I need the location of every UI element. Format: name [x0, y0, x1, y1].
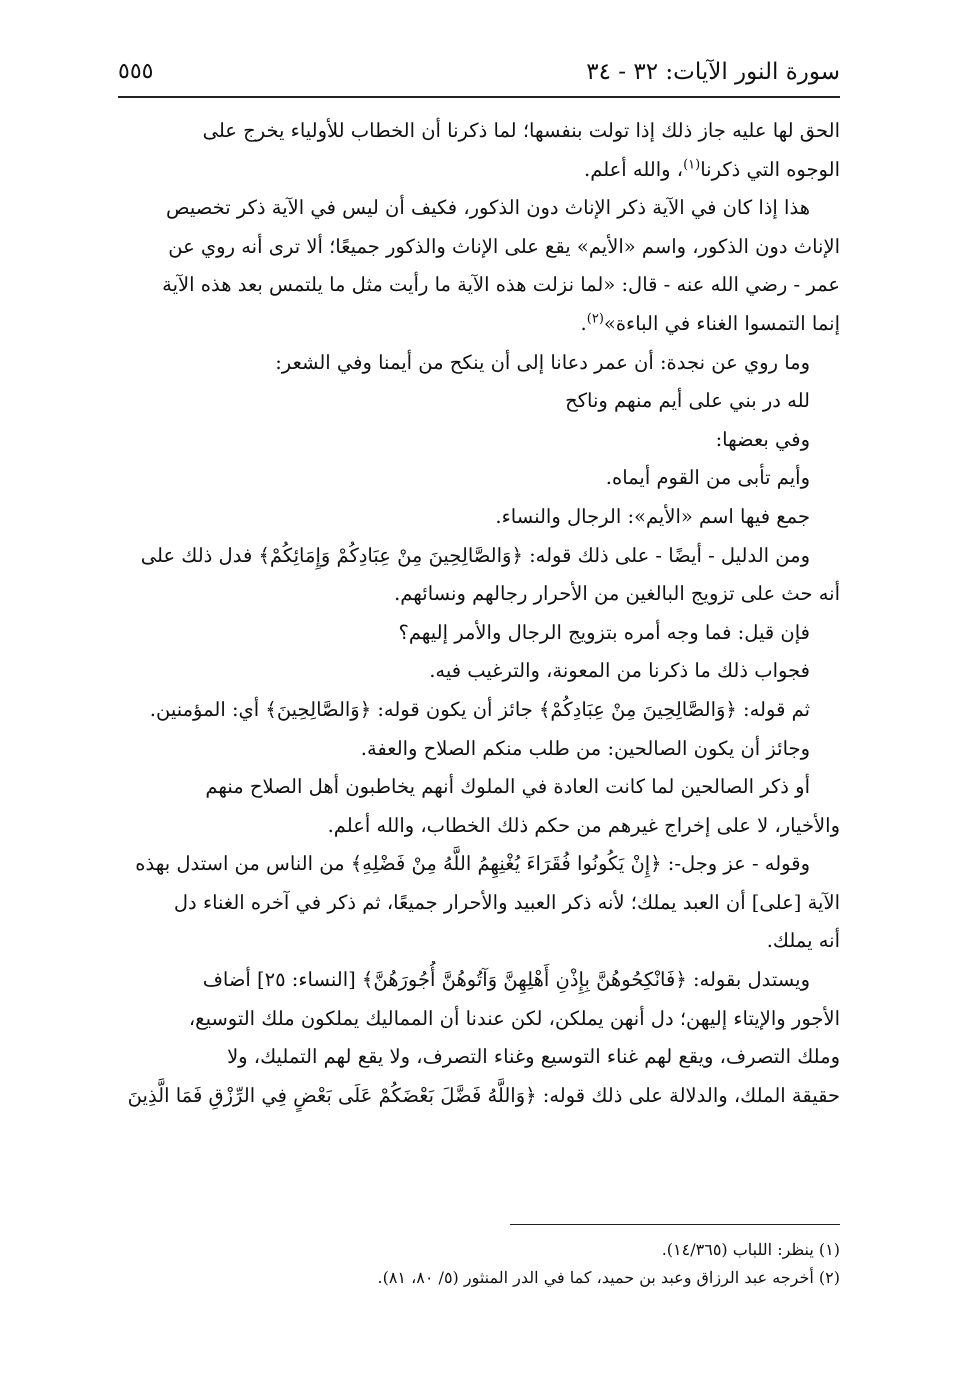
- footnote: (٢) أخرجه عبد الرزاق وعبد بن حميد، كما في الدر المنثور (٥/ ٨٠، ٨١).: [377, 1268, 840, 1287]
- text-line: [118, 151, 840, 190]
- header-rule: [118, 96, 840, 98]
- text-line: جمع فيها اسم «الأيم»: الرجال والنساء.: [495, 504, 810, 528]
- text-line: أنه حث على تزويج البالغين من الأحرار رجالهم ونسائهم.: [394, 582, 840, 606]
- text-line: فجواب ذلك ما ذكرنا من المعونة، والترغيب فيه.: [429, 659, 810, 683]
- poetry-line: وأيم تأبى من القوم أيماه.: [605, 466, 810, 490]
- text-line: والأخيار، لا على إخراج غيرهم من حكم ذلك الخطاب، والله أعلم.: [327, 813, 840, 837]
- text-segment: .: [580, 311, 587, 335]
- text-line: وملك التصرف، ويقع لهم غناء التوسيع وغناء التصرف، ولا يقع لهم التمليك، ولا: [227, 1045, 840, 1069]
- text-line: ثم قوله: ﴿وَالصَّالِحِينَ مِنْ عِبَادِكُمْ﴾ جائز أن يكون قوله: ﴿وَالصَّالِحِينَ﴾ أي: المؤمنين.: [149, 697, 810, 721]
- text-line: وقوله - عز وجل-: ﴿إِنْ يَكُونُوا فُقَرَاءَ يُغْنِهِمُ اللَّهُ مِنْ فَضْلِهِ﴾ من الناس من استدل بهذه: [135, 852, 810, 876]
- text-line: فإن قيل: فما وجه أمره بتزويج الرجال والأمر إليهم؟: [398, 620, 810, 644]
- text-line: ومن الدليل - أيضًا - على ذلك قوله: ﴿وَالصَّالِحِينَ مِنْ عِبَادِكُمْ وَإِمَائِكُمْ﴾ فدل ذلك على: [140, 543, 810, 567]
- text-segment: ، والله أعلم.: [584, 157, 684, 181]
- text-line: أو ذكر الصالحين لما كانت العادة في الملوك أنهم يخاطبون أهل الصلاح منهم: [205, 775, 810, 799]
- text-line: هذا إذا كان في الآية ذكر الإناث دون الذكور، فكيف أن ليس في الآية ذكر تخصيص: [165, 196, 810, 220]
- footnote-mark: (٢): [586, 311, 604, 327]
- text-line: الحق لها عليه جاز ذلك إذا تولت بنفسها؛ لما ذكرنا أن الخطاب للأولياء يخرج على: [202, 119, 840, 142]
- text-line: الأجور والإيتاء إليهن؛ دل أنهن يملكن، لكن عندنا أن المماليك يملكون ملك التوسيع،: [188, 1006, 840, 1030]
- footnote: (١) ينظر: اللباب (١٤/٣٦٥).: [661, 1240, 840, 1259]
- page-number: ٥٥٥: [118, 59, 154, 84]
- text-line: الإناث دون الذكور، واسم «الأيم» يقع على الإناث والذكور جميعًا؛ ألا ترى أنه روي عن: [168, 234, 840, 258]
- text-line: ويستدل بقوله: ﴿فَانْكِحُوهُنَّ بِإِذْنِ أَهْلِهِنَّ وَآتُوهُنَّ أُجُورَهُنَّ﴾ [النساء: ٢٥] أضاف: [202, 968, 810, 992]
- text-line: وجائز أن يكون الصالحين: من طلب منكم الصلاح والعفة.: [360, 736, 810, 760]
- text-line: حقيقة الملك، والدلالة على ذلك قوله: ﴿وَاللَّهُ فَضَّلَ بَعْضَكُمْ عَلَى بَعْضٍ فِي الرِّزْقِ فَمَا الَّذِينَ: [127, 1083, 840, 1107]
- text-line: وما روي عن نجدة: أن عمر دعانا إلى أن ينكح من أيمنا وفي الشعر:: [275, 350, 810, 374]
- footnotes: [118, 1236, 840, 1292]
- text-line: أنه يملك.: [766, 929, 840, 953]
- text-segment: إنما التمسوا الغناء في الباءة»: [603, 311, 840, 335]
- poetry-line: لله در بني على أيم منهم وناكح: [565, 389, 810, 413]
- footnote-rule: [510, 1224, 840, 1225]
- text-line: الآية [على] أن العبد يملك؛ لأنه ذكر العبيد والأحرار جميعًا، ثم ذكر في آخره الغناء دل: [173, 890, 840, 914]
- text-line: عمر - رضي الله عنه - قال: «لما نزلت هذه الآية ما رأيت مثل ما يلتمس بعد هذه الآية: [162, 273, 840, 297]
- header-title: سورة النور الآيات: ٣٢ - ٣٤: [586, 59, 840, 85]
- text-segment: الوجوه التي ذكرنا: [700, 157, 840, 181]
- running-header: [118, 52, 840, 96]
- footnote-mark: (١): [683, 157, 701, 173]
- main-text: [118, 112, 840, 1115]
- text-line: [118, 305, 840, 344]
- text-line: وفي بعضها:: [715, 427, 810, 451]
